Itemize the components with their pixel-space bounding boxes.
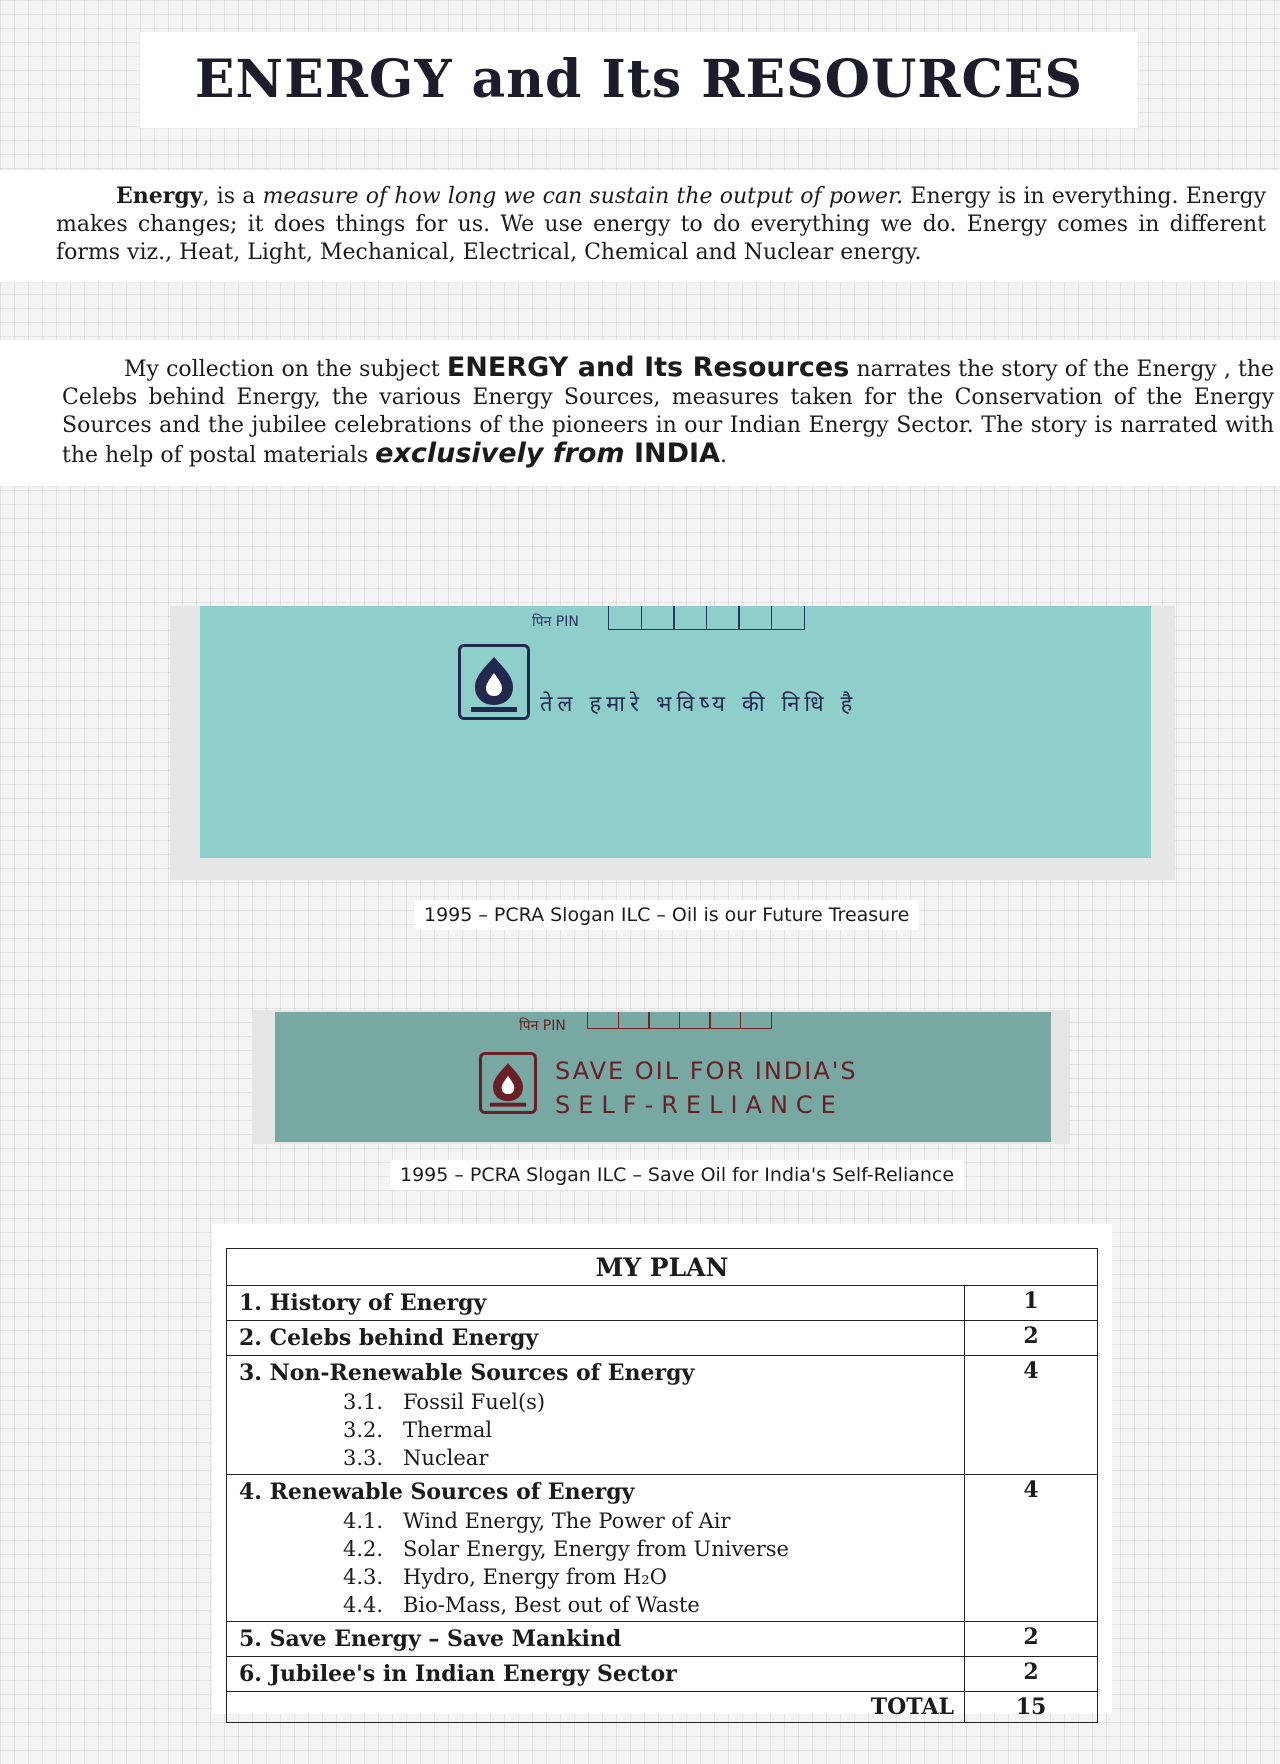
plan-subitem-label: Hydro, Energy from H₂O	[403, 1565, 667, 1589]
plan-subitem	[239, 1416, 952, 1444]
pin-code-boxes	[587, 1012, 770, 1029]
collection-end: .	[720, 443, 727, 468]
slogan	[555, 1054, 858, 1122]
plan-subitem-number: 3.1.	[343, 1390, 384, 1414]
plan-subitem-number: 4.2.	[343, 1537, 384, 1561]
plan-item-pages: 1	[965, 1286, 1098, 1321]
plan-item-pages: 4	[965, 1356, 1098, 1475]
collection-text-2: narrates the story of the Energy , the Celebs behind Energy, the various Energy Sources, measures taken for the Conservation of the Energy Sources and the jubilee celebrations of the pioneers in our Indian Energy Sector. The story is narrated with the help of postal materials	[62, 357, 1274, 468]
plan-subitem	[239, 1388, 952, 1416]
plan-table	[226, 1248, 1098, 1723]
intro-paragraph	[56, 182, 1266, 267]
collection-text-1: My collection on the subject	[124, 357, 447, 382]
oil-drop-logo-icon	[458, 644, 530, 720]
plan-item-title: 4. Renewable Sources of Energy	[239, 1479, 635, 1505]
slogan-line-1: SAVE OIL FOR INDIA'S	[555, 1057, 858, 1085]
inland-letter-card-self-reliance	[275, 1012, 1051, 1142]
intro-lead: Energy	[116, 183, 203, 209]
plan-subitem-number: 3.2.	[343, 1418, 384, 1442]
total-row	[227, 1692, 1098, 1723]
plan-item-pages: 2	[965, 1657, 1098, 1692]
plan-subitem-label: Fossil Fuel(s)	[403, 1390, 546, 1414]
plan-item-title: 2. Celebs behind Energy	[239, 1325, 539, 1351]
plan-subitem-label: Bio-Mass, Best out of Waste	[403, 1593, 700, 1617]
plan-subitem-label: Thermal	[403, 1418, 493, 1442]
plan-body	[227, 1286, 1098, 1692]
cover2-caption: 1995 – PCRA Slogan ILC – Save Oil for India's Self-Reliance	[390, 1160, 964, 1190]
intro-strip	[0, 170, 1280, 282]
title-strip	[140, 32, 1138, 128]
plan-item-pages: 2	[965, 1321, 1098, 1356]
cover1-caption: 1995 – PCRA Slogan ILC – Oil is our Future Treasure	[414, 900, 919, 930]
plan-item	[227, 1657, 965, 1692]
oil-drop-logo-icon	[479, 1052, 537, 1114]
plan-subitem-number: 4.3.	[343, 1565, 384, 1589]
plan-heading: MY PLAN	[227, 1249, 1098, 1286]
plan-row	[227, 1657, 1098, 1692]
plan-subitem	[239, 1444, 952, 1472]
inland-letter-card-oil-treasure	[200, 606, 1151, 858]
hindi-slogan: तेल हमारे भविष्य की निधि है	[540, 692, 858, 717]
pin-label: पिन PIN	[532, 614, 579, 630]
page-title: ENERGY and Its RESOURCES	[194, 49, 1084, 110]
plan-item-title: 6. Jubilee's in Indian Energy Sector	[239, 1661, 677, 1687]
plan-item-title: 1. History of Energy	[239, 1290, 487, 1316]
collection-country: INDIA	[624, 438, 720, 469]
plan-subitem	[239, 1535, 952, 1563]
plan-subitem-number: 4.4.	[343, 1593, 384, 1617]
plan-item	[227, 1356, 965, 1475]
plan-item-pages: 2	[965, 1622, 1098, 1657]
collection-strip	[0, 340, 1280, 486]
total-label: TOTAL	[227, 1692, 965, 1723]
total-value: 15	[965, 1692, 1098, 1723]
plan-subitem-number: 3.3.	[343, 1446, 384, 1470]
plan-item-pages: 4	[965, 1475, 1098, 1622]
collection-exclusive: exclusively from	[375, 438, 625, 469]
plan-row	[227, 1356, 1098, 1475]
intro-text-2: Energy is in everything. Energy makes changes; it does things for us. We use energy to do everything we do. Energy comes in different forms viz., Heat, Light, Mechanical, Electrical, Chemical and Nuclear energy.	[56, 184, 1266, 265]
collection-paragraph	[62, 354, 1274, 470]
plan-item-title: 3. Non-Renewable Sources of Energy	[239, 1360, 695, 1386]
plan-subitem	[239, 1563, 952, 1591]
plan-subitem	[239, 1591, 952, 1619]
intro-emphasis: measure of how long we can sustain the output of power.	[262, 184, 904, 209]
plan-subitem	[239, 1507, 952, 1535]
plan-item	[227, 1321, 965, 1356]
intro-text-1: , is a	[202, 184, 263, 209]
plan-item	[227, 1622, 965, 1657]
plan-row	[227, 1321, 1098, 1356]
plan-row	[227, 1622, 1098, 1657]
plan-item	[227, 1286, 965, 1321]
pin-label: पिन PIN	[519, 1018, 566, 1034]
pin-code-boxes	[608, 606, 803, 630]
slogan-line-2: SELF-RELIANCE	[555, 1091, 844, 1119]
plan-subitem-number: 4.1.	[343, 1509, 384, 1533]
plan-row	[227, 1475, 1098, 1622]
collection-subject: ENERGY and Its Resources	[446, 352, 850, 383]
plan-item	[227, 1475, 965, 1622]
plan-subitem-label: Solar Energy, Energy from Universe	[403, 1537, 789, 1561]
plan-row	[227, 1286, 1098, 1321]
plan-subitem-label: Nuclear	[403, 1446, 489, 1470]
plan-item-title: 5. Save Energy – Save Mankind	[239, 1626, 622, 1652]
plan-subitem-label: Wind Energy, The Power of Air	[403, 1509, 731, 1533]
